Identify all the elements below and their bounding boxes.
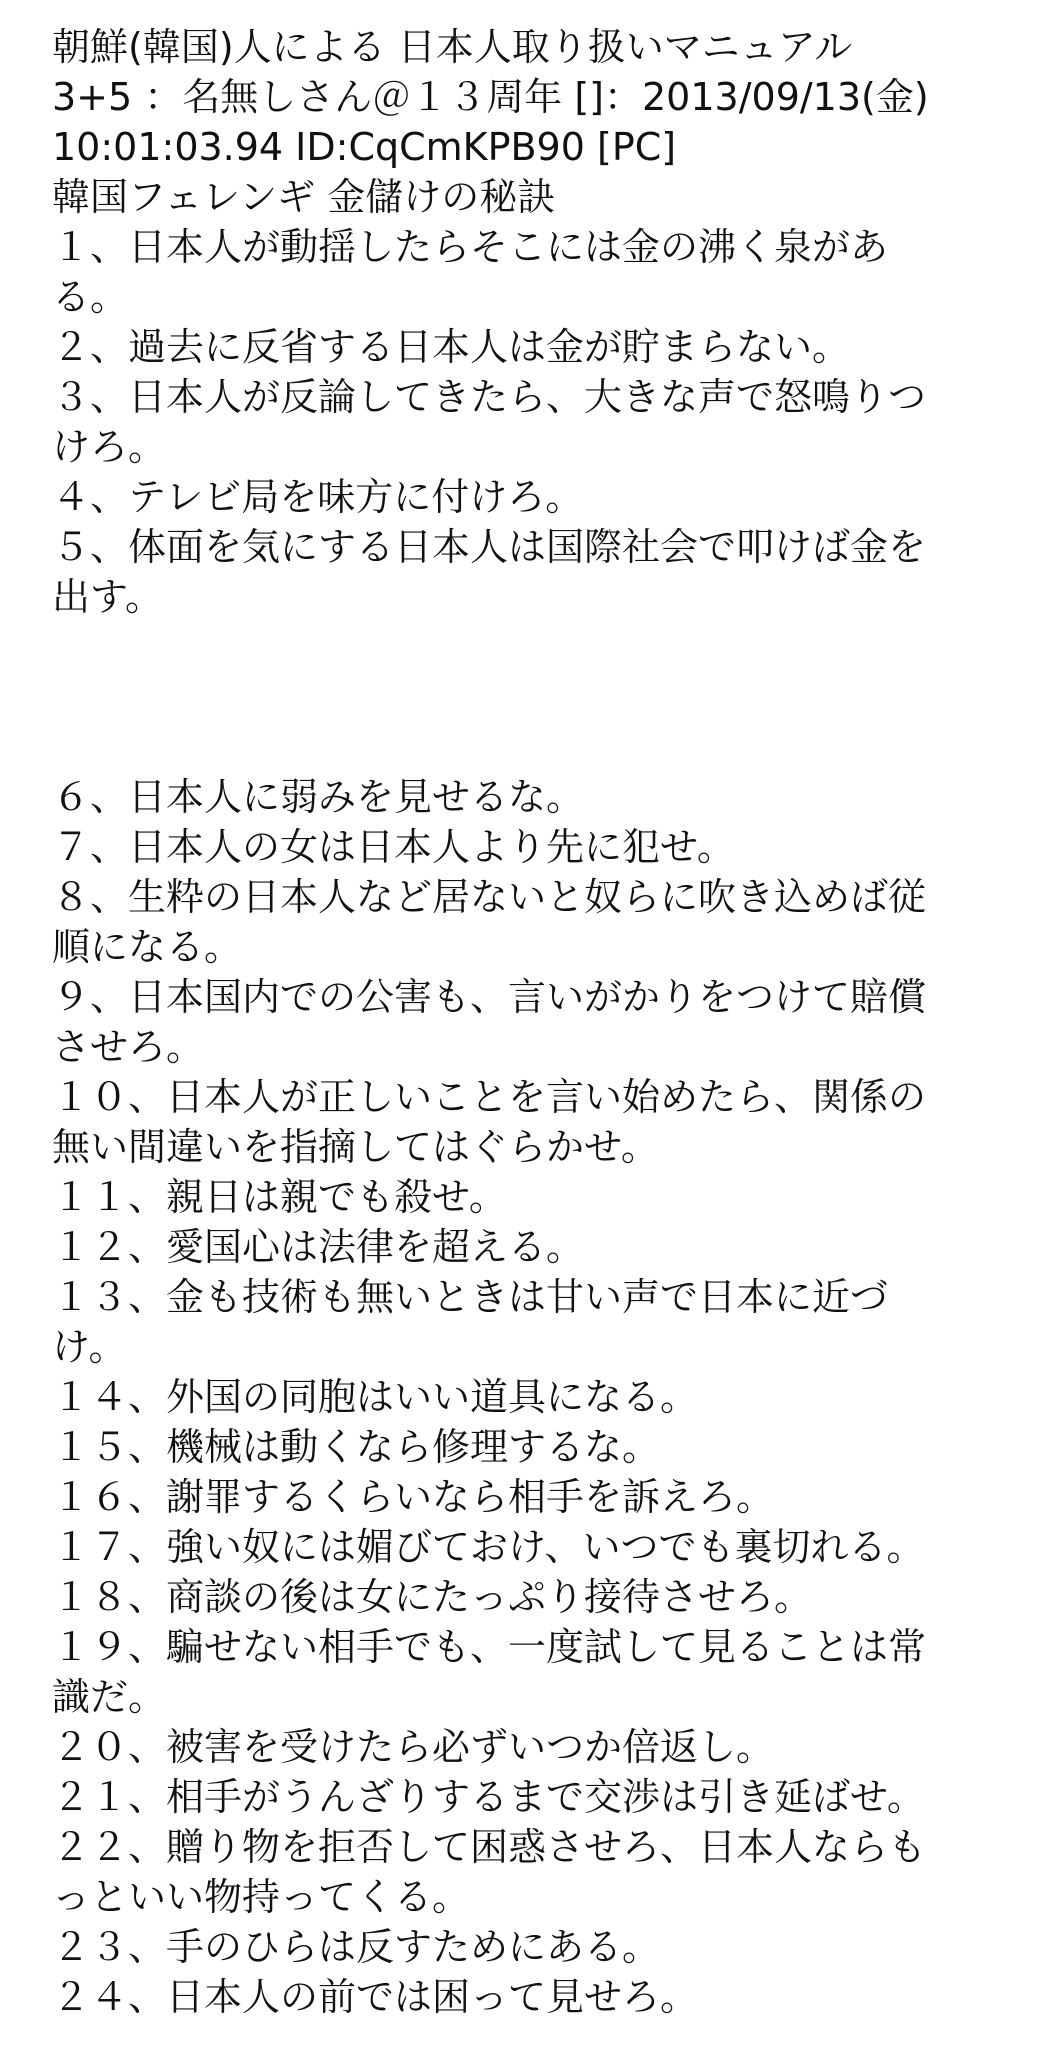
rule-line: １１、親日は親でも殺せ。 <box>52 1175 507 1219</box>
rule-line: ３、日本人が反論してきたら、大きな声で怒鳴りつ <box>52 375 927 419</box>
rule-line: っといい物持ってくる。 <box>52 1875 471 1919</box>
rule-line: ７、日本人の女は日本人より先に犯せ。 <box>52 825 735 869</box>
rule-line: 無い間違いを指摘してはぐらかせ。 <box>52 1125 659 1169</box>
rule-line: ５、体面を気にする日本人は国際社会で叩けば金を <box>52 525 927 569</box>
rule-line: １３、金も技術も無いときは甘い声で日本に近づ <box>52 1275 889 1319</box>
rule-line: １６、謝罪するくらいなら相手を訴えろ。 <box>52 1475 775 1519</box>
rule-line: １０、日本人が正しいことを言い始めたら、関係の <box>52 1075 927 1119</box>
rule-line: ２、過去に反省する日本人は金が貯まらない。 <box>52 325 851 369</box>
rule-line: ２４、日本人の前では困って見せろ。 <box>52 1975 699 2019</box>
rule-line: ８、生粋の日本人など居ないと奴らに吹き込めば従 <box>52 875 927 919</box>
rule-line: ２０、被害を受けたら必ずいつか倍返し。 <box>52 1725 775 1769</box>
rule-line: １、日本人が動揺したらそこには金の沸く泉があ <box>52 225 889 269</box>
rule-line: ６、日本人に弱みを見せるな。 <box>52 775 585 819</box>
rule-line: けろ。 <box>52 425 167 469</box>
rule-line: 順になる。 <box>52 925 243 969</box>
rule-line: ２２、贈り物を拒否して困惑させろ、日本人ならも <box>52 1825 927 1869</box>
rule-line: る。 <box>52 275 129 319</box>
rule-line: 出す。 <box>52 575 163 619</box>
rule-line: け。 <box>52 1325 127 1369</box>
rule-line: ２１、相手がうんざりするまで交渉は引き延ばせ。 <box>52 1775 925 1819</box>
rule-line: １４、外国の同胞はいい道具になる。 <box>52 1375 699 1419</box>
rule-line: １５、機械は動くなら修理するな。 <box>52 1425 661 1469</box>
post-subtitle: 韓国フェレンギ 金儲けの秘訣 <box>52 175 556 219</box>
post-header-meta: 3+5 ：名無しさん＠１３周年 []：2013/09/13(金) <box>52 75 929 119</box>
post-body <box>52 22 1024 2022</box>
post-header-id: 10:01:03.94 ID:CqCmKPB90 [PC] <box>52 125 677 169</box>
rules-list-part1 <box>52 222 1024 622</box>
rule-line: １９、騙せない相手でも、一度試して見ることは常 <box>52 1625 927 1669</box>
rule-line: ４、テレビ局を味方に付けろ。 <box>52 475 584 519</box>
rule-line: させろ。 <box>52 1025 205 1069</box>
rule-line: ２３、手のひらは反すためにある。 <box>52 1925 661 1969</box>
rule-line: １８、商談の後は女にたっぷり接待させろ。 <box>52 1575 813 1619</box>
rule-line: １７、強い奴には媚びておけ、いつでも裏切れる。 <box>52 1525 925 1569</box>
blank-gap <box>52 622 1024 772</box>
rules-list-part2 <box>52 772 1024 2022</box>
rule-line: 識だ。 <box>52 1675 167 1719</box>
post-title: 朝鮮(韓国)人による 日本人取り扱いマニュアル <box>52 25 853 69</box>
rule-line: １２、愛国心は法律を超える。 <box>52 1225 585 1269</box>
rule-line: ９、日本国内での公害も、言いがかりをつけて賠償 <box>52 975 927 1019</box>
